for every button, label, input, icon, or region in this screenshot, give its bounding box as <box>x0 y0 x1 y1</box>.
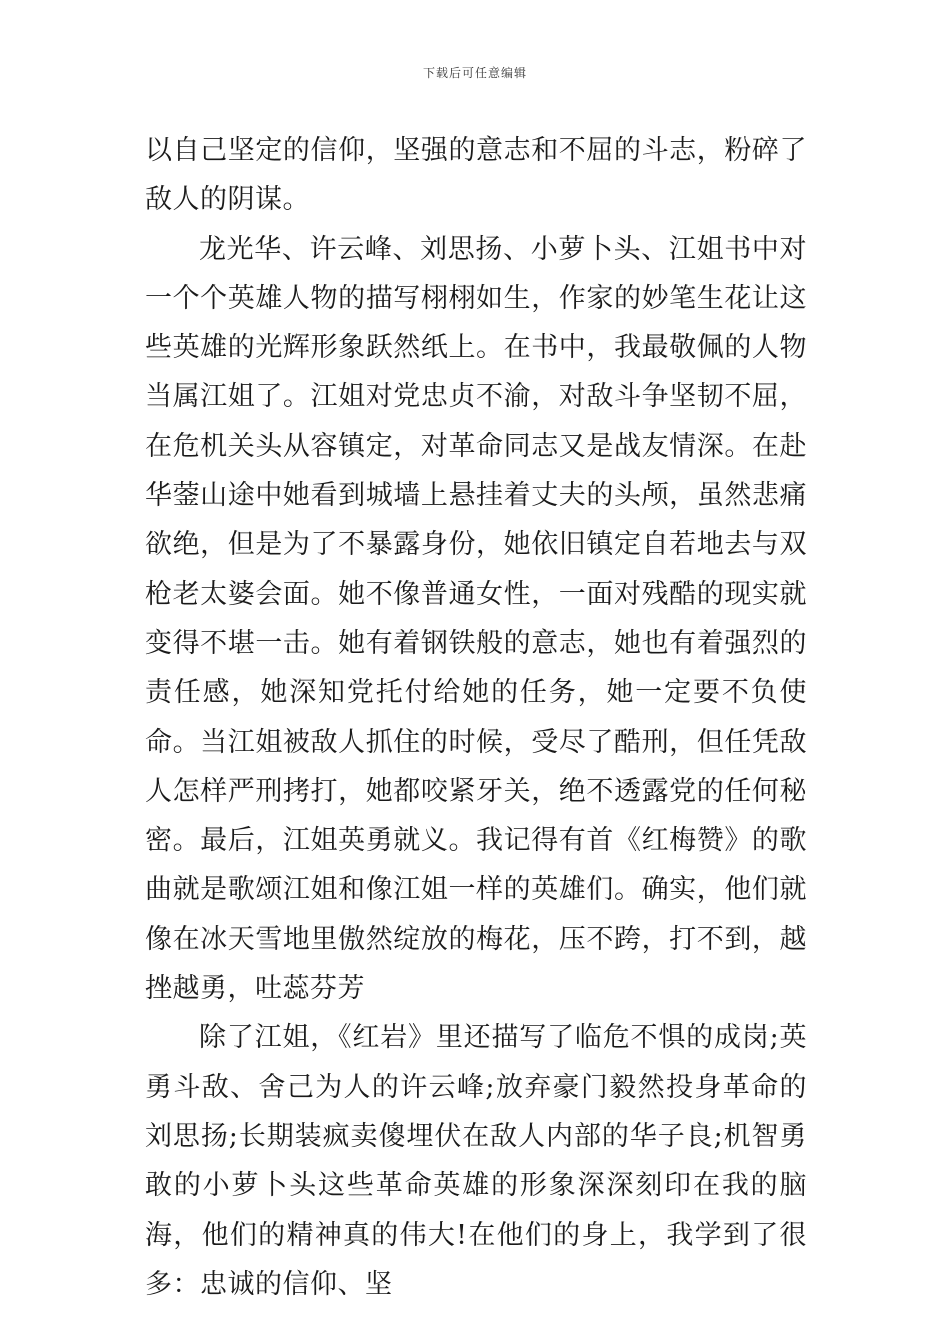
document-body <box>145 126 807 1309</box>
page-header: 下载后可任意编辑 <box>422 66 527 80</box>
paragraph-jiang-jie: 龙光华、许云峰、刘思扬、小萝卜头、江姐书中对一个个英雄人物的描写栩栩如生，作家的妙笔生花让这些英雄的光辉形象跃然纸上。在书中，我最敬佩的人物当属江姐了。江姐对党忠贞不渝，对敌斗争坚韧不屈，在危机关头从容镇定，对革命同志又是战友情深。在赴华蓥山途中她看到城墙上悬挂着丈夫的头颅，虽然悲痛欲绝，但是为了不暴露身份，她依旧镇定自若地去与双枪老太婆会面。她不像普通女性，一面对残酷的现实就变得不堪一击。她有着钢铁般的意志，她也有着强烈的责任感，她深知党托付给她的任务，她一定要不负使命。当江姐被敌人抓住的时候，受尽了酷刑，但任凭敌人怎样严刑拷打，她都咬紧牙关，绝不透露党的任何秘密。最后，江姐英勇就义。我记得有首《红梅赞》的歌曲就是歌颂江姐和像江姐一样的英雄们。确实，他们就像在冰天雪地里傲然绽放的梅花，压不跨，打不到，越挫越勇，吐蕊芬芳 <box>145 233 807 1005</box>
paragraph-continuation: 以自己坚定的信仰，坚强的意志和不屈的斗志，粉碎了敌人的阴谋。 <box>145 135 807 216</box>
paragraph-other-heroes: 除了江姐，《红岩》里还描写了临危不惧的成岗;英勇斗敌、舍己为人的许云峰;放弃豪门毅然投身革命的刘思扬;长期装疯卖傻埋伏在敌人内部的华子良;机智勇敢的小萝卜头这些革命英雄的形象深深刻印在我的脑海，他们的精神真的伟大!在他们的身上，我学到了很多：忠诚的信仰、坚 <box>145 1022 807 1300</box>
